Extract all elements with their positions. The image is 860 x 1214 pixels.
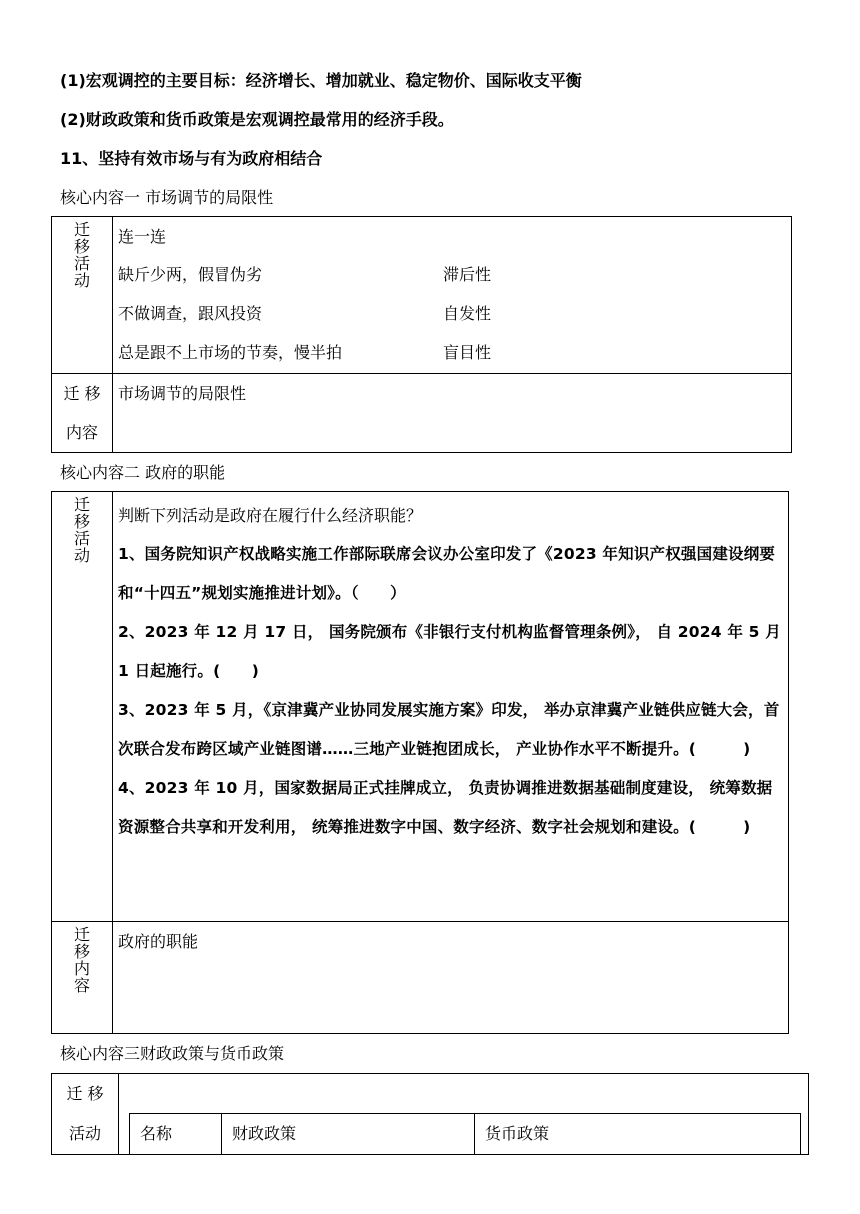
- pair-right: 自发性: [443, 304, 492, 323]
- label-line: 内容: [65, 423, 98, 442]
- section1-content-text: 市场调节的局限性: [113, 374, 792, 453]
- label-line: 活动: [68, 1124, 101, 1143]
- section3-activity-label: [52, 1074, 119, 1155]
- section2-content-label: 迁移内容: [52, 922, 113, 1034]
- section2-title: 核心内容二 政府的职能: [60, 463, 226, 482]
- policy-line: (2)财政政策和货币政策是宏观调控最常用的经济手段。: [60, 110, 454, 129]
- goal-line: (1)宏观调控的主要目标：经济增长、增加就业、稳定物价、国际收支平衡: [60, 71, 582, 90]
- pair-left: 不做调查，跟风投资: [118, 304, 263, 323]
- pair-left: 总是跟不上市场的节奏，慢半拍: [118, 343, 343, 362]
- section1-activity-label: 迁移活动: [52, 217, 113, 374]
- section3-activity-content: [119, 1074, 809, 1155]
- header-name: 名称: [130, 1114, 222, 1155]
- section2-table: [51, 491, 789, 1034]
- section1-table: [51, 216, 792, 453]
- label-line: 迁 移: [66, 1084, 104, 1103]
- pair-row: [118, 255, 791, 294]
- connect-title: 连一连: [118, 227, 167, 246]
- pair-row: [118, 294, 791, 333]
- section2-activity-content: [113, 492, 789, 922]
- policy-compare-table: [129, 1113, 801, 1155]
- section3-table: [51, 1073, 809, 1155]
- header-fiscal: 财政政策: [222, 1114, 475, 1155]
- item-4: 4、2023 年 10 月，国家数据局正式挂牌成立， 负责协调推进数据基础制度建设， 统筹数据资源整合共享和开发利用， 统筹推进数字中国、数字经济、数字社会规划和建设。( ): [118, 779, 773, 836]
- item-3: 3、2023 年 5 月，《京津冀产业协同发展实施方案》印发， 举办京津冀产业链供应链大会，首次联合发布跨区域产业链图谱……三地产业链抱团成长， 产业协作水平不断提升。( ): [118, 701, 780, 758]
- pair-left: 缺斤少两，假冒伪劣: [118, 265, 263, 284]
- header-monetary: 货币政策: [475, 1114, 801, 1155]
- item-2: 2、2023 年 12 月 17 日， 国务院颁布《非银行支付机构监督管理条例》， 自 2024 年 5 月 1 日起施行。( ): [118, 623, 781, 680]
- section1-title: 核心内容一 市场调节的局限性: [60, 188, 274, 207]
- label-line: 迁 移: [63, 384, 101, 403]
- section2-content-text: 政府的职能: [113, 922, 789, 1034]
- heading-11: 11、坚持有效市场与有为政府相结合: [60, 149, 323, 168]
- section1-activity-content: [113, 217, 792, 374]
- pair-row: [118, 333, 791, 372]
- section2-activity-label: 迁移活动: [52, 492, 113, 922]
- item-1: 1、国务院知识产权战略实施工作部际联席会议办公室印发了《2023 年知识产权强国建设纲要和“十四五”规划实施推进计划》。（ ）: [118, 545, 776, 602]
- section1-content-label: [52, 374, 113, 453]
- pair-right: 盲目性: [443, 343, 492, 362]
- section3-title: 核心内容三财政政策与货币政策: [60, 1044, 285, 1063]
- judge-question: 判断下列活动是政府在履行什么经济职能？: [118, 506, 423, 525]
- pair-right: 滞后性: [443, 265, 492, 284]
